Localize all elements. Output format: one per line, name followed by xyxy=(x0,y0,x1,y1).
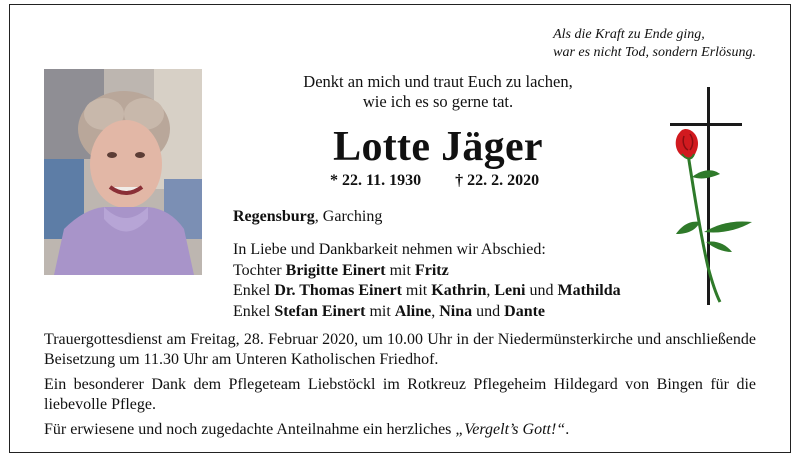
role-daughter: Tochter xyxy=(233,261,282,279)
closing-period: . xyxy=(565,421,570,438)
grandson-1-name: Dr. Thomas Einert xyxy=(274,282,402,299)
rose-leaf xyxy=(676,222,700,234)
family-line-grandson-2 xyxy=(233,302,621,323)
place-main: Regensburg xyxy=(233,208,315,225)
closing-notice xyxy=(44,420,756,440)
place-rest: , Garching xyxy=(314,208,383,225)
rose-leaf xyxy=(704,221,752,232)
grandson-2-partner: Aline xyxy=(394,302,432,320)
closing-text: Für erwiesene und noch zugedachte Anteilnahme ein herzliches xyxy=(44,421,456,438)
life-dates xyxy=(330,172,539,190)
cross-horizontal xyxy=(670,123,742,126)
great-grandchild: Nina xyxy=(439,302,473,320)
closing-quote: „Vergelt’s Gott!“ xyxy=(455,421,566,438)
daughter-name: Brigitte Einert xyxy=(285,261,386,279)
portrait-photo xyxy=(44,69,202,275)
and-word: und xyxy=(476,302,501,320)
with-word: mit xyxy=(389,261,411,279)
rose-leaf xyxy=(692,170,720,178)
quote-line-2: wie ich es so gerne tat. xyxy=(362,92,514,111)
birth-date: * 22. 11. 1930 xyxy=(330,172,422,189)
cross-rose-icon xyxy=(660,82,770,312)
with-word: mit xyxy=(405,282,428,299)
grandson-2-name: Stefan Einert xyxy=(274,302,366,320)
motto-quote xyxy=(553,26,756,61)
family-line-grandson-1 xyxy=(233,281,621,302)
rose-bloom xyxy=(676,129,698,158)
cross-with-rose xyxy=(660,82,770,312)
family-list xyxy=(233,240,621,322)
quote-line-1: Denkt an mich und traut Euch zu lachen, xyxy=(303,72,573,91)
notices xyxy=(44,330,756,445)
role-grandson: Enkel xyxy=(233,302,271,320)
family-line-daughter xyxy=(233,261,621,282)
comma: , xyxy=(431,302,436,320)
portrait-illustration xyxy=(44,69,202,275)
great-grandchild: Dante xyxy=(504,302,546,320)
family-intro: In Liebe und Dankbarkeit nehmen wir Abschied: xyxy=(233,241,546,258)
service-notice: Trauergottesdienst am Freitag, 28. Februar 2020, um 10.00 Uhr in der Niedermünsterkirche und anschließende Beisetzung um 11.30 Uhr am Unteren Katholischen Friedhof. xyxy=(44,331,756,368)
deceased-name: Lotte Jäger xyxy=(333,124,543,170)
great-grandchild: Mathilda xyxy=(557,282,621,299)
and-word: und xyxy=(529,282,554,299)
role-grandson: Enkel xyxy=(233,282,271,299)
grandson-1-partner: Kathrin xyxy=(431,282,487,299)
comma: , xyxy=(486,282,491,299)
memorial-quote xyxy=(278,72,598,112)
motto-line-2: war es nicht Tod, sondern Erlösung. xyxy=(553,44,756,60)
places xyxy=(233,208,382,226)
daughter-partner: Fritz xyxy=(414,261,449,279)
death-date: † 22. 2. 2020 xyxy=(455,172,540,189)
thanks-notice: Ein besonderer Dank dem Pflegeteam Liebstöckl im Rotkreuz Pflegeheim Hildegard von Bingen für die liebevolle Pflege. xyxy=(44,376,756,413)
great-grandchild: Leni xyxy=(494,282,526,299)
with-word: mit xyxy=(369,302,391,320)
motto-line-1: Als die Kraft zu Ende ging, xyxy=(553,27,705,42)
